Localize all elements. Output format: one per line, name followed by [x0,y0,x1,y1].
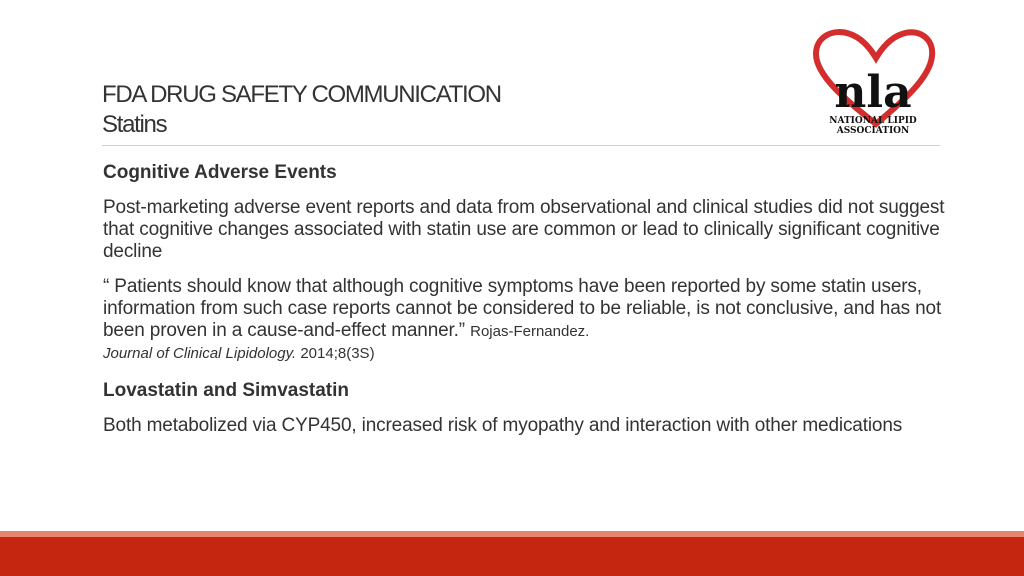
citation-line [103,343,953,365]
logo-org-line2: ASSOCIATION [836,126,910,136]
logo-mark-text: nla [834,67,912,118]
national-lipid-association-logo [806,24,940,144]
slide-title-line1: FDA DRUG SAFETY COMMUNICATION [102,81,501,108]
citation-ref: 2014;8(3S) [300,345,375,362]
title-divider [102,145,940,146]
citation-author: Rojas-Fernandez. [470,323,590,340]
cognitive-paragraph: Post-marketing adverse event reports and data from observational and clinical studies did not suggest that cognitive changes associated with statin use are common or lead to clinically significant cognitive decline [103,197,945,262]
slide-body [103,160,953,450]
slide-subtitle: Statins [102,111,167,138]
section-heading-cognitive: Cognitive Adverse Events [103,162,337,183]
logo-org-line1: NATIONAL LIPID [829,116,917,126]
quote-text: “ Patients should know that although cognitive symptoms have been reported by some statin users, information from such case reports cannot be considered to be reliable, is not conclusive, and has not been proven in a cause-and-effect manner.” [103,276,942,341]
citation-journal: Journal of Clinical Lipidology. [103,345,297,362]
section-heading-lovastatin: Lovastatin and Simvastatin [103,380,350,401]
lovastatin-paragraph: Both metabolized via CYP450, increased risk of myopathy and interaction with other medications [103,415,903,436]
slide-title [102,80,742,140]
footer-bar [0,537,1024,576]
quote-paragraph [103,276,953,365]
heart-logo-icon [806,24,940,144]
